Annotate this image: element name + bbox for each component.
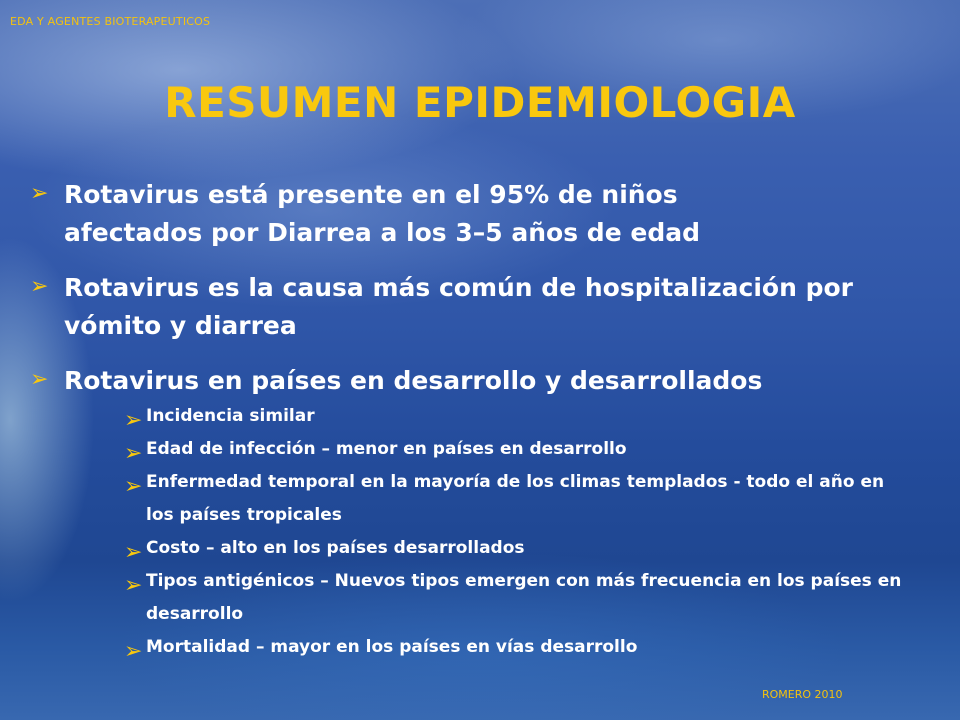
sub-bullet-text: Costo – alto en los países desarrollados bbox=[146, 538, 525, 558]
arrowhead-icon: ➢ bbox=[124, 474, 143, 499]
sub-bullet bbox=[124, 631, 904, 664]
header-label: EDA Y AGENTES BIOTERAPEUTICOS bbox=[10, 15, 211, 28]
sub-bullet-text: Tipos antigénicos – Nuevos tipos emergen con más frecuencia en los países en desarrollo bbox=[146, 571, 902, 624]
slide-title: RESUMEN EPIDEMIOLOGIA bbox=[164, 78, 796, 127]
sub-bullet bbox=[124, 466, 904, 532]
arrowhead-icon: ➢ bbox=[124, 408, 143, 433]
sub-bullet-text: Incidencia similar bbox=[146, 406, 315, 426]
main-bullet bbox=[30, 269, 910, 345]
arrowhead-icon: ➢ bbox=[124, 540, 143, 565]
main-bullet-text: Rotavirus en países en desarrollo y desarrollados bbox=[64, 366, 763, 395]
sub-bullet bbox=[124, 433, 904, 466]
arrowhead-icon: ➢ bbox=[124, 441, 143, 466]
sub-bullet bbox=[124, 400, 904, 433]
arrowhead-icon: ➢ bbox=[124, 639, 143, 664]
main-bullet-text: Rotavirus es la causa más común de hospitalización por vómito y diarrea bbox=[64, 273, 854, 340]
arrowhead-icon: ➢ bbox=[124, 573, 143, 598]
sub-bullet-text: Mortalidad – mayor en los países en vías desarrollo bbox=[146, 637, 638, 657]
main-bullet bbox=[30, 362, 910, 400]
arrowhead-icon: ➢ bbox=[30, 274, 49, 299]
main-bullet-list bbox=[30, 176, 910, 417]
sub-bullet-text: Edad de infección – menor en países en desarrollo bbox=[146, 439, 627, 459]
sub-bullet-text: Enfermedad temporal en la mayoría de los climas templados - todo el año en los países tropicales bbox=[146, 472, 885, 525]
footer-label: ROMERO 2010 bbox=[762, 688, 843, 701]
arrowhead-icon: ➢ bbox=[30, 181, 49, 206]
sub-bullet bbox=[124, 565, 904, 631]
main-bullet-text: Rotavirus está presente en el 95% de niños afectados por Diarrea a los 3–5 años de edad bbox=[64, 180, 700, 247]
sub-bullet-list bbox=[124, 400, 904, 664]
sub-bullet bbox=[124, 532, 904, 565]
arrowhead-icon: ➢ bbox=[30, 367, 49, 392]
main-bullet bbox=[30, 176, 910, 252]
